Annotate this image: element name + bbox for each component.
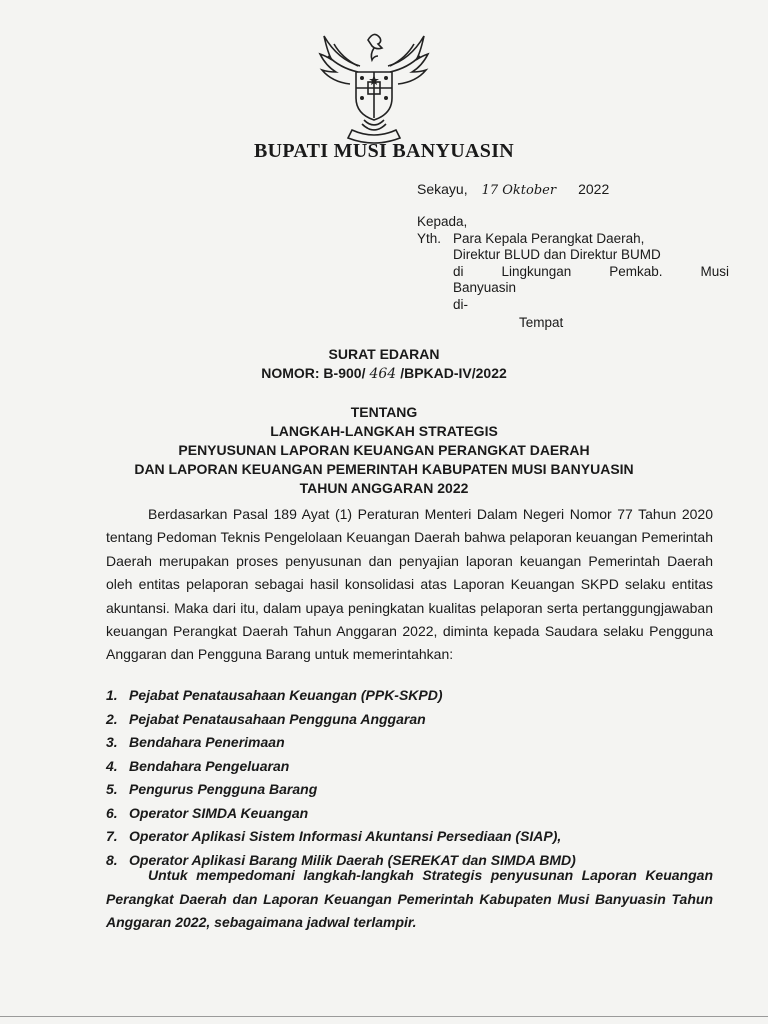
date-year: 2022 bbox=[578, 181, 610, 197]
list-item bbox=[106, 684, 576, 708]
list-item-number: 2. bbox=[106, 710, 118, 727]
subject-block bbox=[0, 403, 768, 498]
list-item-text: Operator Aplikasi Sistem Informasi Akuntansi Persediaan (SIAP), bbox=[129, 828, 562, 844]
subject-tentang: TENTANG bbox=[350, 404, 418, 420]
list-item bbox=[106, 802, 576, 826]
letter-date bbox=[417, 181, 609, 198]
list-item-text: Bendahara Penerimaan bbox=[129, 734, 285, 750]
body-paragraph bbox=[106, 503, 713, 667]
list-item-number: 3. bbox=[106, 734, 118, 750]
list-item-text: Bendahara Pengeluaran bbox=[129, 757, 290, 774]
subject-line: LANGKAH-LANGKAH STRATEGIS bbox=[270, 423, 498, 439]
letter-type: SURAT EDARAN bbox=[328, 346, 440, 362]
list-item-text: Pengurus Pengguna Barang bbox=[129, 781, 318, 797]
list-item-text: Operator Aplikasi Barang Milik Daerah (SEREKAT dan SIMDA BMD) bbox=[129, 851, 576, 868]
list-item-number: 8. bbox=[106, 851, 118, 868]
list-item-number: 6. bbox=[106, 804, 118, 821]
list-item bbox=[106, 755, 576, 779]
subject-line: TAHUN ANGGARAN 2022 bbox=[299, 480, 469, 496]
list-item-number: 1. bbox=[106, 687, 118, 703]
recipient-kepada: Kepada, bbox=[417, 214, 468, 229]
letter-number-handwritten: 464 bbox=[369, 366, 397, 382]
closing-paragraph: Untuk mempedomani langkah-langkah Strategis penyusunan Laporan Keuangan Perangkat Daerah dan Laporan Keuangan Pemerintah Kabupaten Musi Banyuasin Tahun Anggaran 2022, sebagaimana jadwal terlampir. bbox=[106, 867, 713, 930]
subject-line: DAN LAPORAN KEUANGAN PEMERINTAH KABUPATEN MUSI BANYUASIN bbox=[134, 461, 634, 477]
list-item-number: 4. bbox=[106, 757, 118, 774]
page-bottom-divider bbox=[0, 1016, 768, 1017]
recipient-address bbox=[453, 231, 729, 332]
recipient-line: di Lingkungan Pemkab. Musi bbox=[453, 263, 729, 279]
date-place: Sekayu, bbox=[417, 181, 468, 197]
recipient-line: Para Kepala Perangkat Daerah, bbox=[453, 230, 645, 246]
issuer-title: BUPATI MUSI BANYUASIN bbox=[253, 140, 515, 162]
list-item bbox=[106, 708, 576, 732]
subject-line: PENYUSUNAN LAPORAN KEUANGAN PERANGKAT DAERAH bbox=[178, 442, 590, 458]
recipient-line: Direktur BLUD dan Direktur BUMD bbox=[453, 247, 661, 262]
recipient-line: Banyuasin bbox=[453, 280, 517, 295]
instruction-list bbox=[106, 684, 576, 872]
letter-heading bbox=[0, 345, 768, 384]
body-paragraph-text: Berdasarkan Pasal 189 Ayat (1) Peraturan Menteri Dalam Negeri Nomor 77 Tahun 2020 tentang Pedoman Teknis Pengelolaan Keuangan Daerah bahwa pelaporan keuangan Pemerintah Daerah merupakan proses penyusunan dan penyajian laporan keuangan Pemerintah Daerah oleh entitas pelaporan sebagai hasil konsolidasi atas Laporan Keuangan SKPD selaku entitas akuntansi. Maka dari itu, dalam upaya peningkatan kualitas pelaporan serta pertanggungjawaban keuangan Perangkat Daerah Tahun Anggaran 2022, diminta kepada Saudara selaku Pengguna Anggaran dan Pengguna Barang untuk memerintahkan: bbox=[106, 506, 713, 663]
recipient-block bbox=[417, 214, 729, 332]
list-item bbox=[106, 825, 576, 849]
list-item-number: 7. bbox=[106, 828, 118, 844]
recipient-tempat: Tempat bbox=[519, 315, 564, 330]
list-item bbox=[106, 778, 576, 802]
garuda-emblem-icon bbox=[312, 26, 436, 144]
list-item bbox=[106, 731, 576, 755]
list-item-text: Pejabat Penatausahaan Keuangan (PPK-SKPD) bbox=[129, 687, 443, 703]
date-handwritten: 17 Oktober bbox=[481, 183, 557, 198]
recipient-di: di- bbox=[453, 296, 469, 312]
letter-number-suffix: /BPKAD-IV/2022 bbox=[400, 365, 507, 381]
letter-number-prefix: NOMOR: B-900/ bbox=[261, 365, 366, 381]
list-item-text: Pejabat Penatausahaan Pengguna Anggaran bbox=[129, 710, 426, 727]
letter-number bbox=[0, 364, 768, 384]
list-item-number: 5. bbox=[106, 781, 118, 797]
list-item-text: Operator SIMDA Keuangan bbox=[129, 804, 309, 821]
recipient-yth: Yth. bbox=[417, 230, 442, 246]
